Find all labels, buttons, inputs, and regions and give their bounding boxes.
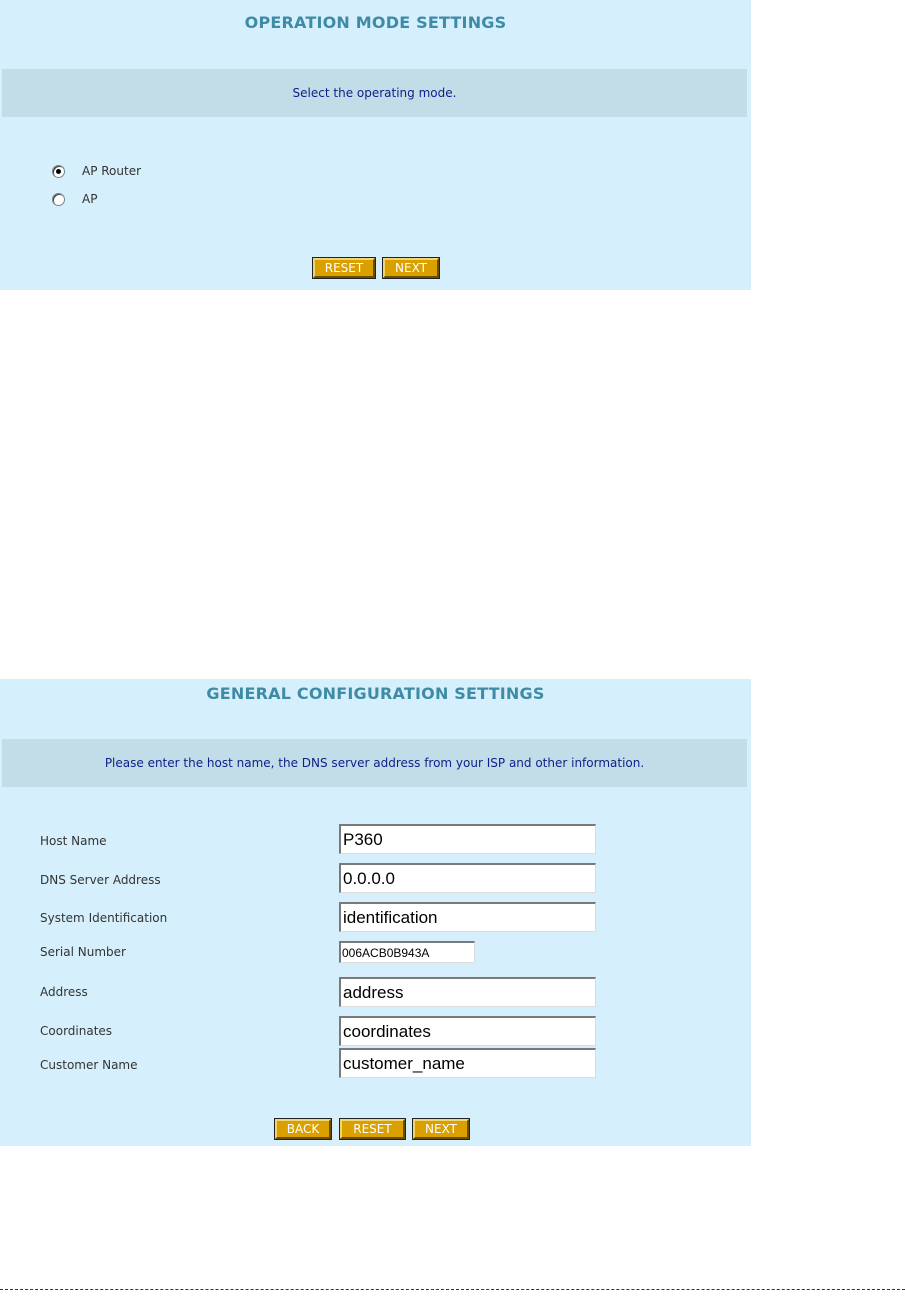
customer-name-label: Customer Name xyxy=(40,1058,138,1072)
operation-mode-instruction: Select the operating mode. xyxy=(292,86,457,100)
radio-option-ap[interactable] xyxy=(52,192,97,206)
operation-mode-title: OPERATION MODE SETTINGS xyxy=(244,13,507,32)
reset-button[interactable]: RESET xyxy=(313,258,375,278)
general-config-title: GENERAL CONFIGURATION SETTINGS xyxy=(206,684,545,703)
address-label: Address xyxy=(40,985,88,999)
customer-name-input[interactable]: customer_name xyxy=(339,1048,596,1078)
dns-server-label: DNS Server Address xyxy=(40,873,161,887)
dns-server-input[interactable]: 0.0.0.0 xyxy=(339,863,596,893)
operation-mode-instruction-band xyxy=(2,69,747,117)
radio-option-ap-router[interactable] xyxy=(52,164,141,178)
system-id-label: System Identification xyxy=(40,911,168,925)
serial-number-label: Serial Number xyxy=(40,945,126,959)
ap-label: AP xyxy=(82,192,98,206)
operation-mode-panel xyxy=(0,0,751,290)
general-config-panel xyxy=(0,679,751,1146)
serial-number-field: 006ACB0B943A xyxy=(339,941,475,963)
host-name-input[interactable]: P360 xyxy=(339,824,596,854)
next-button[interactable]: NEXT xyxy=(383,258,439,278)
general-config-instruction: Please enter the host name, the DNS server address from your ISP and other information. xyxy=(104,756,645,770)
reset-button[interactable]: RESET xyxy=(340,1119,405,1139)
ap-router-radio[interactable] xyxy=(52,165,65,178)
page-separator xyxy=(0,1289,905,1290)
back-button[interactable]: BACK xyxy=(275,1119,331,1139)
coordinates-input[interactable]: coordinates xyxy=(339,1016,596,1046)
system-id-input[interactable]: identification xyxy=(339,902,596,932)
coordinates-label: Coordinates xyxy=(40,1024,113,1038)
ap-router-label: AP Router xyxy=(82,164,142,178)
general-config-instruction-band xyxy=(2,739,747,787)
address-input[interactable]: address xyxy=(339,977,596,1007)
host-name-label: Host Name xyxy=(40,834,107,848)
next-button[interactable]: NEXT xyxy=(413,1119,469,1139)
ap-radio[interactable] xyxy=(52,193,65,206)
